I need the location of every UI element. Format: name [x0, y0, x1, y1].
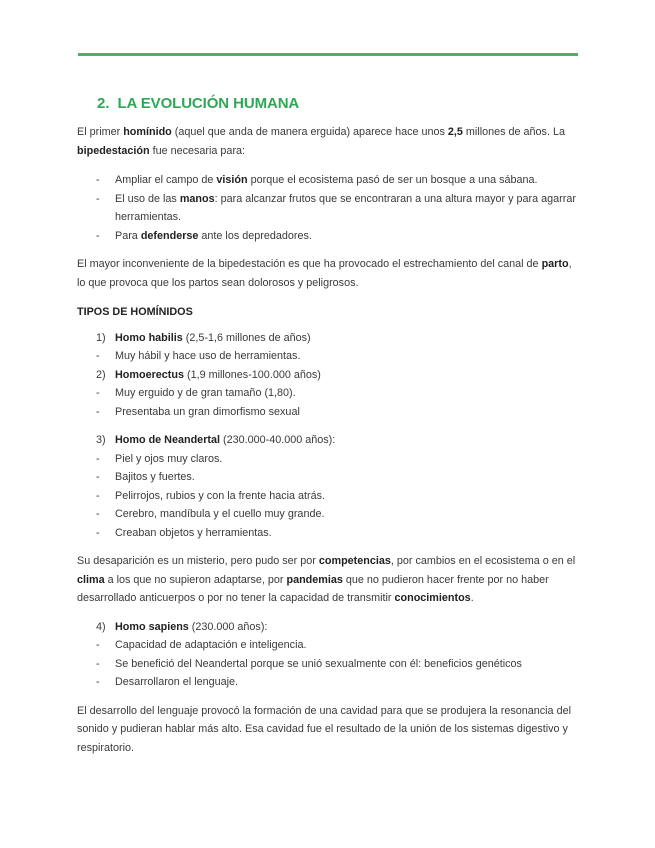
habilis-erectus-list: [77, 329, 582, 422]
section-number: 2.: [97, 95, 110, 112]
drawback-paragraph: El mayor inconveniente de la bipedestación es que ha provocado el estrechamiento del canal de parto, lo que provoca que los partos sean dolorosos y peligrosos.: [77, 258, 572, 289]
bipedalism-needs-list: [77, 171, 582, 245]
list-item: - El uso de las manos: para alcanzar frutos que se encontraran a una altura mayor y para agarrar herramientas.: [96, 192, 576, 223]
section-title: LA EVOLUCIÓN HUMANA: [117, 95, 300, 112]
top-divider-line: [78, 53, 578, 56]
species-neandertal: 3) Homo de Neandertal (230.000-40.000 años):: [96, 434, 336, 446]
list-item: - Creaban objetos y herramientas.: [96, 526, 272, 539]
species-sapiens: 4) Homo sapiens (230.000 años):: [96, 620, 268, 633]
list-item: - Se benefició del Neandertal porque se unió sexualmente con él: beneficios genéticos: [96, 657, 522, 670]
document-body: [77, 94, 582, 757]
list-item: - Presentaba un gran dimorfismo sexual: [96, 405, 300, 418]
neandertal-list: [77, 431, 582, 542]
species-erectus: 2) Homoerectus (1,9 millones-100.000 años): [96, 368, 321, 381]
list-item: - Piel y ojos muy claros.: [96, 452, 223, 465]
list-item: - Desarrollaron el lenguaje.: [96, 676, 239, 688]
list-item: - Muy erguido y de gran tamaño (1,80).: [96, 387, 296, 399]
sapiens-list: [77, 618, 582, 692]
list-item: - Bajitos y fuertes.: [96, 471, 195, 483]
section-heading: [97, 94, 582, 114]
list-item: - Cerebro, mandíbula y el cuello muy grande.: [96, 508, 325, 520]
intro-paragraph: El primer homínido (aquel que anda de manera erguida) aparece hace unos 2,5 millones de años. La bipedestación fue necesaria para:: [77, 126, 565, 157]
list-item: - Para defenderse ante los depredadores.: [96, 229, 312, 242]
disappearance-paragraph: Su desaparición es un misterio, pero pudo ser por competencias, por cambios en el ecosistema o en el clima a los que no supieron adaptarse, por pandemias que no pudieron hacer frente por no haber desarrollado anticuerpos o por no tener la capacidad de transmitir conocimientos.: [77, 555, 576, 604]
list-item: - Pelirrojos, rubios y con la frente hacia atrás.: [96, 489, 326, 502]
language-paragraph: El desarrollo del lenguaje provocó la formación de una cavidad para que se produjera la resonancia del sonido y pudieran hablar más alto. Esa cavidad fue el resultado de la unión de los sistemas digestivo y respiratorio.: [77, 704, 571, 754]
types-heading: TIPOS DE HOMÍNIDOS: [77, 306, 193, 318]
list-item: - Ampliar el campo de visión porque el ecosistema pasó de ser un bosque a una sábana.: [96, 174, 538, 186]
list-item: - Capacidad de adaptación e inteligencia.: [96, 639, 307, 651]
list-item: - Muy hábil y hace uso de herramientas.: [96, 350, 301, 362]
species-habilis: 1) Homo habilis (2,5-1,6 millones de años): [96, 331, 311, 344]
